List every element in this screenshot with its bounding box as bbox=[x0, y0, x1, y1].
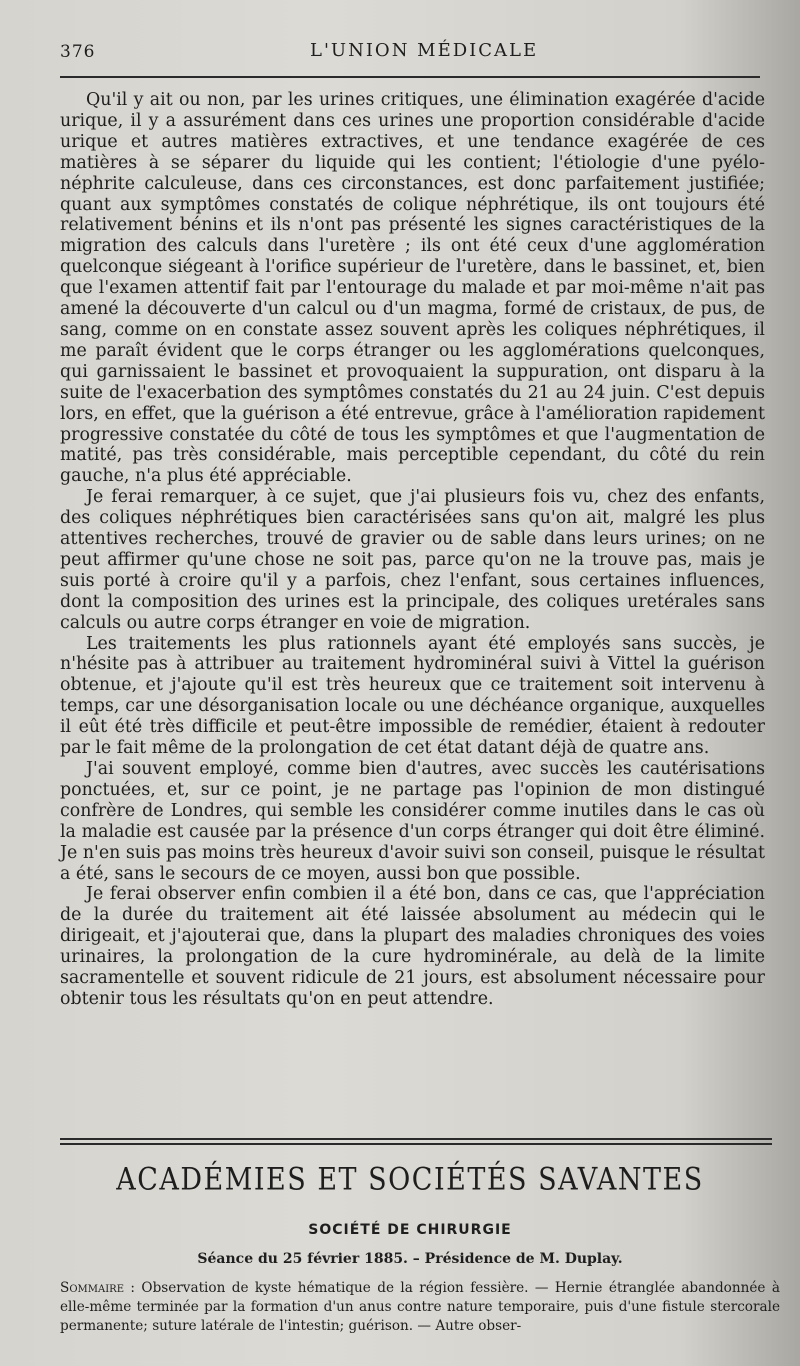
paragraph: Je ferai remarquer, à ce sujet, que j'ai plusieurs fois vu, chez des enfants, des coliques néphrétiques bien caractérisées sans qu'on ait, malgré les plus attentives recherches, trouvé de gravier ou de sable dans leurs urines; on ne peut affirmer qu'une chose ne soit pas, parce qu'on ne la trouve pas, mais je suis porté à croire qu'il y a parfois, chez l'enfant, sous certaines influences, dont la composition des urines est la principale, des coliques uretérales sans calculs ou autre corps étranger en voie de migration. bbox=[60, 487, 765, 633]
summary bbox=[60, 1279, 780, 1336]
summary-label: Sommaire : bbox=[60, 1280, 135, 1296]
section-divider bbox=[60, 1138, 772, 1145]
paragraph: J'ai souvent employé, comme bien d'autres, avec succès les cautérisations ponctuées, et, sur ce point, je ne partage pas l'opinion de mon distingué confrère de Londres, qui semble les considérer comme inutiles dans le cas où la maladie est causée par la présence d'un corps étranger qui doit être éliminé. Je n'en suis pas moins très heureux d'avoir suivi son conseil, puisque le résultat a été, sans le secours de ce moyen, aussi bon que possible. bbox=[60, 759, 765, 884]
paragraph: Qu'il y ait ou non, par les urines critiques, une élimination exagérée d'acide urique, il y a assurément dans ces urines une proportion considérable d'acide urique et autres matières extractives, et une tendance exagérée de ces matières à se séparer du liquide qui les contient; l'étiologie d'une pyélo-néphrite calculeuse, dans ces circonstances, est donc parfaitement justifiée; quant aux symptômes constatés de colique néphrétique, ils ont toujours été relativement bénins et ils n'ont pas présenté les signes caractéristiques de la migration des calculs dans l'uretère ; ils ont été ceux d'une agglomération quelconque siégeant à l'orifice supérieur de l'uretère, dans le bassinet, et, bien que l'examen attentif fait par l'entourage du malade et par moi-même n'ait pas amené la découverte d'un calcul ou d'un magma, formé de cristaux, de pus, de sang, comme on en constate assez souvent après les coliques néphrétiques, il me paraît évident que le corps étranger ou les agglomérations quelconques, qui garnissaient le bassinet et provoquaient la suppuration, ont disparu à la suite de l'exacerbation des symptômes constatés du 21 au 24 juin. C'est depuis lors, en effet, que la guérison a été entrevue, grâce à l'amélioration rapidement progressive constatée du côté de tous les symptômes et que l'augmentation de matité, pas très considérable, mais perceptible cependant, du côté du rein gauche, n'a plus été appréciable. bbox=[60, 90, 765, 487]
page-header bbox=[60, 38, 760, 70]
header-rule bbox=[60, 76, 760, 78]
paragraph: Je ferai observer enfin combien il a été bon, dans ce cas, que l'appréciation de la durée du traitement ait été laissée absolument au médecin qui le dirigeait, et j'ajouterai que, dans la plupart des maladies chroniques des voies urinaires, la prolongation de la cure hydrominérale, au delà de la limite sacramentelle et souvent ridicule de 21 jours, est absolument nécessaire pour obtenir tous les résultats qu'on en peut attendre. bbox=[60, 884, 765, 1009]
running-title: L'UNION MÉDICALE bbox=[310, 40, 539, 61]
society-title: SOCIÉTÉ DE CHIRURGIE bbox=[308, 1222, 512, 1238]
summary-text: Observation de kyste hématique de la région fessière. — Hernie étranglée abandonnée à elle-même terminée par la formation d'un anus contre nature temporaire, puis d'une fistule stercorale permanente; suture latérale de l'intestin; guérison. — Autre obser- bbox=[60, 1280, 780, 1334]
page-number: 376 bbox=[60, 42, 96, 62]
session-line: Séance du 25 février 1885. – Présidence de M. Duplay. bbox=[197, 1251, 623, 1267]
paragraph: Les traitements les plus rationnels ayant été employés sans succès, je n'hésite pas à attribuer au traitement hydrominéral suivi à Vittel la guérison obtenue, et j'ajoute qu'il est très heureux que ce traitement soit intervenu à temps, car une désorganisation locale ou une déchéance organique, auxquelles il eût été très difficile et peut-être impossible de remédier, étaient à redouter par le fait même de la prolongation de cet état datant déjà de quatre ans. bbox=[60, 633, 765, 759]
article-body bbox=[60, 90, 765, 1010]
section-title: ACADÉMIES ET SOCIÉTÉS SAVANTES bbox=[116, 1162, 704, 1198]
